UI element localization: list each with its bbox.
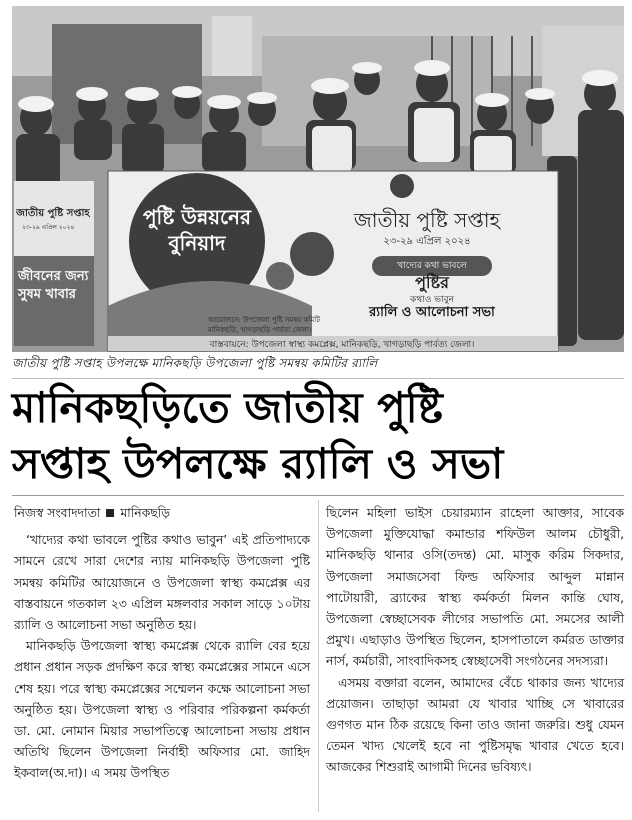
column-divider — [318, 500, 319, 812]
banner-organizer: আয়োজনে: উপজেলা পুষ্টি সমন্বয় কমিটি — [208, 316, 321, 324]
byline — [14, 503, 310, 524]
article-column-left — [14, 503, 310, 785]
banner-slogan-bottom: কথাও ভাবুন — [410, 295, 454, 305]
article-column-right — [326, 503, 624, 779]
article-paragraph: মানিকছড়ি উপজেলা স্বাস্থ্য কমপ্লেক্স থেকে র‍্যালি বের হয়ে প্রধান প্রধান সড়ক প্রদক্ষিণ করে স্বাস্থ্য কমপ্লেক্সের সামনে এসে শেষ হয়। পরে স্বাস্থ্য কমপ্লেক্সের সম্মেলন কক্ষে আলোচনা সভা অনুষ্ঠিত হয়। উপজেলা স্বাস্থ্য ও পরিবার পরিকল্পনা কর্মকর্তা ডা. মো. নোমান মিয়ার সভাপতিত্বে আলোচনা সভায় প্রধান অতিথি ছিলেন উপজেলা নির্বাহী অফিসার মো. জাহিদ ইকবাল(অ.দা)। এ সময় উপস্থিত — [14, 639, 310, 781]
byline-location: মানিকছড়ি — [120, 506, 170, 520]
banner-week-title: জাতীয় পুষ্টি সপ্তাহ — [353, 208, 501, 232]
left-banner-slogan: জীবনের জন্য সুষম খাবার — [18, 269, 89, 302]
square-bullet-icon — [106, 509, 114, 517]
banner-implementation: বাস্তবায়নে: উপজেলা স্বাস্থ্য কমপ্লেক্স, মানিকছড়ি, খাগড়াছড়ি পার্বত্য জেলা। — [209, 340, 475, 350]
byline-reporter: নিজস্ব সংবাদদাতা — [14, 506, 101, 520]
news-photo — [12, 6, 624, 352]
article-paragraph: এসময় বক্তারা বলেন, আমাদের বেঁচে থাকার জন্য খাদ্যের প্রয়োজন। তাছাড়া আমরা যে খাবার খাচ্ছি সে খাবারের গুণগত মান ঠিক রয়েছে কিনা তাও জানা জরুরি। শুধু যেমন তেমন খাদ্য খেলেই হবে না পুষ্টিসমৃদ্ধ খাবার খেতে হবে। আজকের শিশুরাই আগামী দিনের ভবিষ্যৎ। — [326, 675, 624, 775]
photo-caption: জাতীয় পুষ্টি সপ্তাহ উপলক্ষে মানিকছড়ি উপজেলা পুষ্টি সমন্বয় কমিটির র‍্যালি — [12, 355, 624, 379]
article-paragraph: ‘খাদ্যের কথা ভাবলে পুষ্টির কথাও ভাবুন’ এই প্রতিপাদ্যকে সামনে রেখে সারা দেশের ন্যায় মানিকছড়ি উপজেলা পুষ্টি সমন্বয় কমিটির আয়োজনে ও উপজেলা স্বাস্থ্য কমপ্লেক্স এর বাস্তবায়নে গতকাল ২৩ এপ্রিল মঙ্গলবার সকাল সাড়ে ১০টায় র‍্যালি ও আলোচনা সভা অনুষ্ঠিত হয়। — [14, 533, 310, 633]
banner-event: র‍্যালি ও আলোচনা সভা — [369, 305, 495, 320]
article-paragraph: ছিলেন মহিলা ভাইস চেয়ারম্যান রাহেলা আক্তার, সাবেক উপজেলা মুক্তিযোদ্ধা কমান্ডার শফিউল আলম চৌধুরী, মানিকছড়ি থানার ওসি(তদন্ত) মো. মাসুক করিম সিকদার, উপজেলা সমাজসেবা ফিল্ড অফিসার আব্দুল মান্নান পাটোয়ারী, ব্র্যাকের স্বাস্থ্য কর্মকর্তা মিলন কান্তি ঘোষ, উপজেলা স্বেচ্ছাসেবক লীগের সভাপতি মো. সমসের আলী প্রমুখ। এছাড়াও উপস্থিত ছিলেন, হাসপাতালে কর্মরত ডাক্তার নার্স, কর্মচারী, সাংবাদিকসহ স্বেচ্ছাসেবী সংগঠনের সদস্যরা। — [326, 506, 624, 669]
headline-rule — [12, 495, 624, 496]
headline-line-1: মানিকছড়িতে জাতীয় পুষ্টি — [12, 383, 443, 432]
left-banner-title: জাতীয় পুষ্টি সপ্তাহ — [16, 208, 90, 219]
banner-dates: ২৩-২৯ এপ্রিল ২০২৪ — [383, 236, 471, 247]
banner-main-title: পুষ্টি উন্নয়নের বুনিয়াদ — [142, 205, 251, 255]
headline — [12, 380, 624, 492]
banner-slogan-top: খাদ্যের কথা ভাবলে — [397, 261, 467, 271]
banner-location: মানিকছড়ি, খাগড়াছড়ি পার্বত্য জেলা। — [208, 326, 312, 334]
headline-line-2: সপ্তাহ উপলক্ষে র‍্যালি ও সভা — [12, 439, 504, 488]
banner-slogan-mid: পুষ্টির — [415, 273, 449, 292]
left-banner-dates: ২৩-২৯ এপ্রিল ২০২৪ — [22, 224, 75, 231]
